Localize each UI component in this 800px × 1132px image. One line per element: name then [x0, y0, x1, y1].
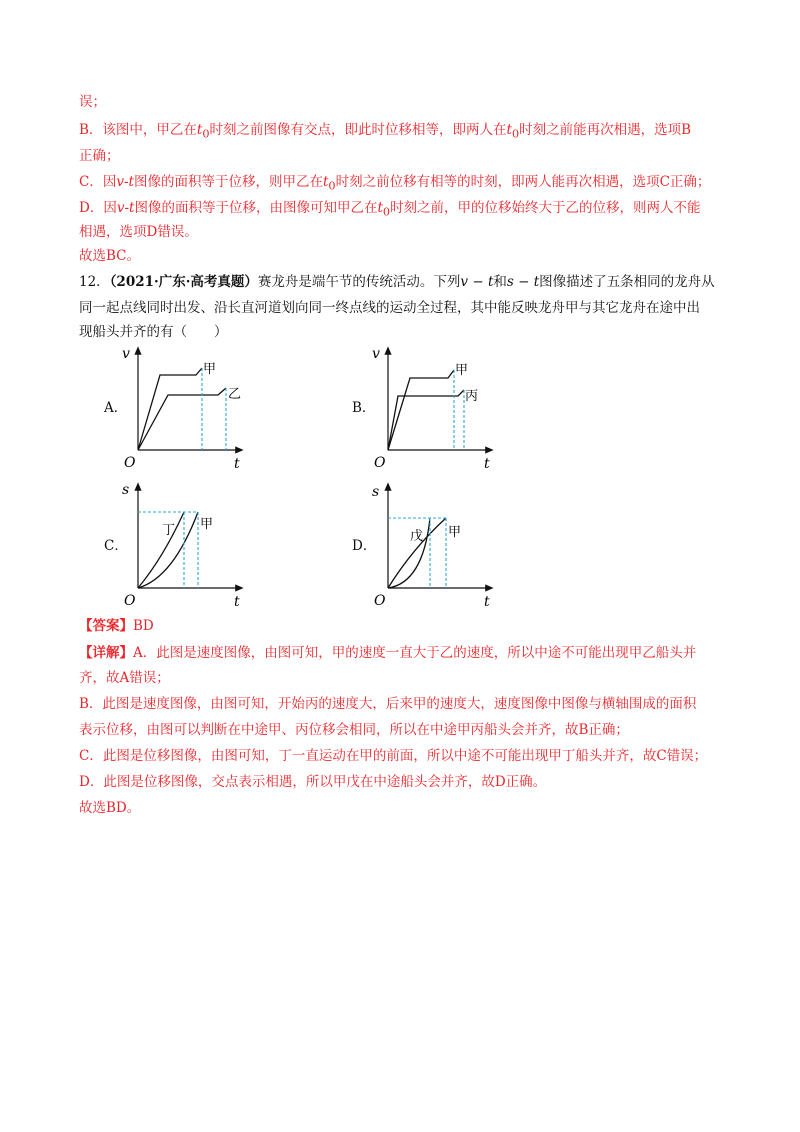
option-b-graph [368, 340, 498, 475]
answer-tag: 【答案】 [79, 618, 133, 634]
x-axis-label: t [484, 456, 490, 472]
option-d-label: D． [352, 538, 377, 554]
x-axis-label: t [484, 594, 490, 610]
origin-label: O [374, 593, 386, 609]
option-a-graph [118, 340, 248, 475]
question-number: 12． [79, 274, 110, 290]
explanation-line-3: 正确； [79, 148, 120, 164]
explanation-line-1: 误； [79, 94, 106, 110]
option-c-graph [118, 478, 248, 613]
question-line-3: 现船头并齐的有（ ） [79, 324, 228, 340]
boat-label-ding: 丁 [162, 523, 176, 538]
analysis-tag: 【详解】 [79, 645, 133, 661]
analysis-line-5: C．此图是位移图像，由图可知，丁一直运动在甲的前面，所以中途不可能出现甲丁船头并齐，故C错误； [79, 748, 708, 764]
curve-yi [138, 388, 226, 450]
boat-label-wu: 戊 [410, 529, 424, 544]
curve-ding [138, 512, 184, 588]
curve-jia [138, 368, 202, 450]
question-source: （2021·广东·高考真题） [109, 274, 258, 290]
question-line-2: 同一起点线同时出发、沿长直河道划向同一终点线的运动全过程，其中能反映龙舟甲与其它龙舟在途中出 [79, 300, 700, 316]
option-d-graph [368, 478, 498, 613]
st-symbol: s − t [506, 274, 540, 290]
explanation-line-6: 相遇，选项D错误。 [79, 224, 198, 240]
explanation-line-4: C．因v-t图像的面积等于位移，则甲乙在$t_0$时刻之前位移有相等的时刻，即两人能再次相遇，选项C正确； [79, 174, 711, 193]
x-axis-label: t [234, 456, 240, 472]
y-axis-label: v [122, 346, 130, 362]
boat-label-yi: 乙 [228, 387, 242, 402]
y-axis-label: s [122, 482, 130, 498]
boat-label-jia: 甲 [448, 525, 462, 540]
analysis-line-6: D．此图是位移图像，交点表示相遇，所以甲戊在中途船头会并齐，故D正确。 [79, 774, 547, 790]
x-axis-label: t [234, 594, 240, 610]
answer-line [79, 616, 154, 636]
origin-label: O [124, 455, 136, 471]
option-a-label: A． [104, 400, 128, 416]
analysis-line-2: 齐，故A错误； [79, 670, 170, 686]
analysis-line-7: 故选BD。 [79, 800, 141, 816]
y-axis-label: v [372, 346, 380, 362]
explanation-line-7: 故选BC。 [79, 248, 141, 264]
boat-label-jia: 甲 [455, 363, 469, 378]
explanation-line-5: D．因v-t图像的面积等于位移，由图像可知甲乙在$t_0$时刻之前，甲的位移始终大于乙的位移，则两人不能 [79, 200, 701, 219]
boat-label-jia: 甲 [203, 362, 217, 377]
answer-value: BD [133, 618, 154, 634]
boat-label-bing: 丙 [465, 389, 479, 404]
curve-jia [388, 370, 454, 450]
analysis-line-4: 表示位移，由图可以判断在中途甲、丙位移会相同，所以在中途甲丙船头会并齐，故B正确； [79, 722, 629, 738]
y-axis-label: s [372, 484, 380, 500]
origin-label: O [374, 455, 386, 471]
option-c-label: C． [104, 538, 128, 554]
question-line-1: 12．（2021·广东·高考真题）赛龙舟是端午节的传统活动。下列v − t和s − t图像描述了五条相同的龙舟从 [79, 274, 715, 290]
boat-label-jia: 甲 [200, 517, 214, 532]
option-b-label: B． [352, 400, 376, 416]
explanation-line-2: B．该图中，甲乙在$t_0$时刻之前图像有交点，即此时位移相等，即两人在$t_0$时刻之前能再次相遇，选项B [79, 122, 692, 141]
curve-bing [388, 390, 464, 450]
analysis-line-3: B．此图是速度图像，由图可知，开始丙的速度大，后来甲的速度大，速度图像中图像与横轴围成的面积 [79, 696, 697, 712]
origin-label: O [124, 593, 136, 609]
vt-symbol: v − t [460, 274, 494, 290]
analysis-line-1: 【详解】A．此图是速度图像，由图可知，甲的速度一直大于乙的速度，所以中途不可能出现甲乙船头并 [79, 645, 697, 661]
